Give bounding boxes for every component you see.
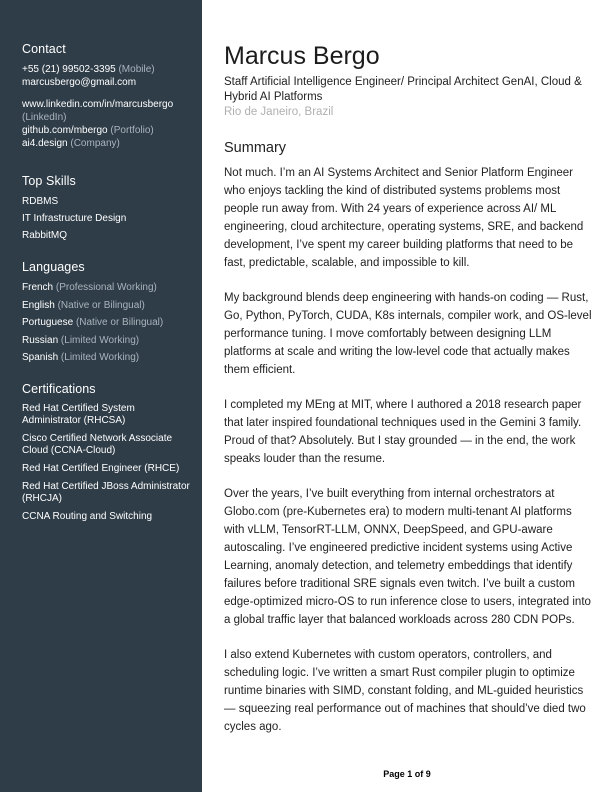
skills-heading: Top Skills <box>22 174 76 188</box>
certification-item: CCNA Routing and Switching <box>22 511 153 522</box>
email-link[interactable]: marcusbergo@gmail.com <box>22 77 137 88</box>
language-item <box>22 299 194 312</box>
profile-location: Rio de Janeiro, Brazil <box>224 106 334 118</box>
profile-headline: Staff Artificial Intelligence Engineer/ Principal Architect GenAI, Cloud & Hybrid AI Platforms <box>224 76 582 103</box>
summary-heading: Summary <box>224 140 287 156</box>
language-item <box>22 316 194 329</box>
skill-item: RDBMS <box>22 196 59 207</box>
summary-paragraph: My background blends deep engineering with hands-on coding — Rust, Go, Python, PyTorch, CUDA, K8s internals, compiler work, and OS-level performance tuning. I move comfortably between designing LLM platforms at scale and writing the low-level code that actually makes them efficient. <box>224 292 592 376</box>
company-label: (Company) <box>70 138 120 149</box>
language-item <box>22 334 194 347</box>
company-link[interactable]: ai4.design <box>22 138 68 149</box>
contact-heading: Contact <box>22 42 66 56</box>
language-name: English <box>22 299 55 311</box>
page-number: Page 1 of 9 <box>383 769 431 779</box>
language-level: (Native or Bilingual) <box>75 317 164 328</box>
summary-paragraph: Not much. I’m an AI Systems Architect and Senior Platform Engineer who enjoys tackling the kind of distributed systems problems most people run away from. With 24 years of experience across AI/ ML engineering, cloud architecture, operating systems, SRE, and backend development, I’ve spent my career building platforms that need to be fast, predictable, scalable, and impossible to kill. <box>224 167 584 269</box>
sidebar <box>0 0 202 792</box>
language-level: (Native or Bilingual) <box>57 299 145 311</box>
phone-line <box>22 63 194 76</box>
language-name: Russian <box>22 334 59 346</box>
linkedin-label: (LinkedIn) <box>22 112 67 123</box>
contact-section <box>22 42 194 150</box>
certification-item: Red Hat Certified System Administrator (RHCSA) <box>22 403 135 426</box>
language-item <box>22 281 194 294</box>
main-content <box>224 42 592 753</box>
phone-label: (Mobile) <box>118 64 155 75</box>
skills-section <box>22 174 194 242</box>
languages-section <box>22 260 194 364</box>
certifications-section <box>22 382 194 523</box>
certifications-heading: Certifications <box>22 382 96 396</box>
github-label: (Portfolio) <box>110 125 154 136</box>
language-name: Portuguese <box>22 317 74 328</box>
company-line <box>22 137 194 150</box>
skill-item: RabbitMQ <box>22 230 68 241</box>
github-line <box>22 124 194 137</box>
languages-heading: Languages <box>22 260 85 274</box>
profile-name: Marcus Bergo <box>224 42 380 70</box>
certification-item: Red Hat Certified JBoss Administrator (RHCJA) <box>22 481 190 504</box>
phone-number[interactable]: +55 (21) 99502-3395 <box>22 64 116 75</box>
summary-paragraph: I completed my MEng at MIT, where I authored a 2018 research paper that later inspired foundational techniques used in the Gemini 3 family. Proud of that? Absolutely. But I stay grounded — in the end, the work speaks louder than the resume. <box>224 399 582 465</box>
certification-item: Cisco Certified Network Associate Cloud (CCNA-Cloud) <box>22 433 173 456</box>
certification-item: Red Hat Certified Engineer (RHCE) <box>22 463 180 474</box>
language-name: Spanish <box>22 352 59 363</box>
language-level: (Professional Working) <box>55 282 157 293</box>
summary-paragraph: I also extend Kubernetes with custom operators, controllers, and scheduling logic. I’ve written a smart Rust compiler plugin to optimize runtime binaries with SIMD, constant folding, and ML-guided heuristics — squeezing real performance out of machines that should’ve died two cycles ago. <box>224 649 586 733</box>
language-level: (Limited Working) <box>60 352 140 363</box>
github-link[interactable]: github.com/mbergo <box>22 125 108 136</box>
language-item <box>22 351 194 364</box>
linkedin-link[interactable]: www.linkedin.com/in/marcusbergo <box>22 99 174 110</box>
summary-paragraph: Over the years, I’ve built everything from internal orchestrators at Globo.com (pre-Kubernetes era) to modern multi-tenant AI platforms with vLLM, TensorRT-LLM, ONNX, DeepSpeed, and GPU-aware autoscaling. I’ve engineered predictive incident systems using Active Learning, anomaly detection, and telemetry embeddings that identify failures before traditional SRE signals even twitch. I’ve built a custom edge-optimized micro-OS to run inference close to users, integrated into a global traffic layer that balanced workloads across 280 CDN POPs. <box>224 488 591 626</box>
language-name: French <box>22 282 54 293</box>
skill-item: IT Infrastructure Design <box>22 213 127 224</box>
language-level: (Limited Working) <box>60 334 140 346</box>
